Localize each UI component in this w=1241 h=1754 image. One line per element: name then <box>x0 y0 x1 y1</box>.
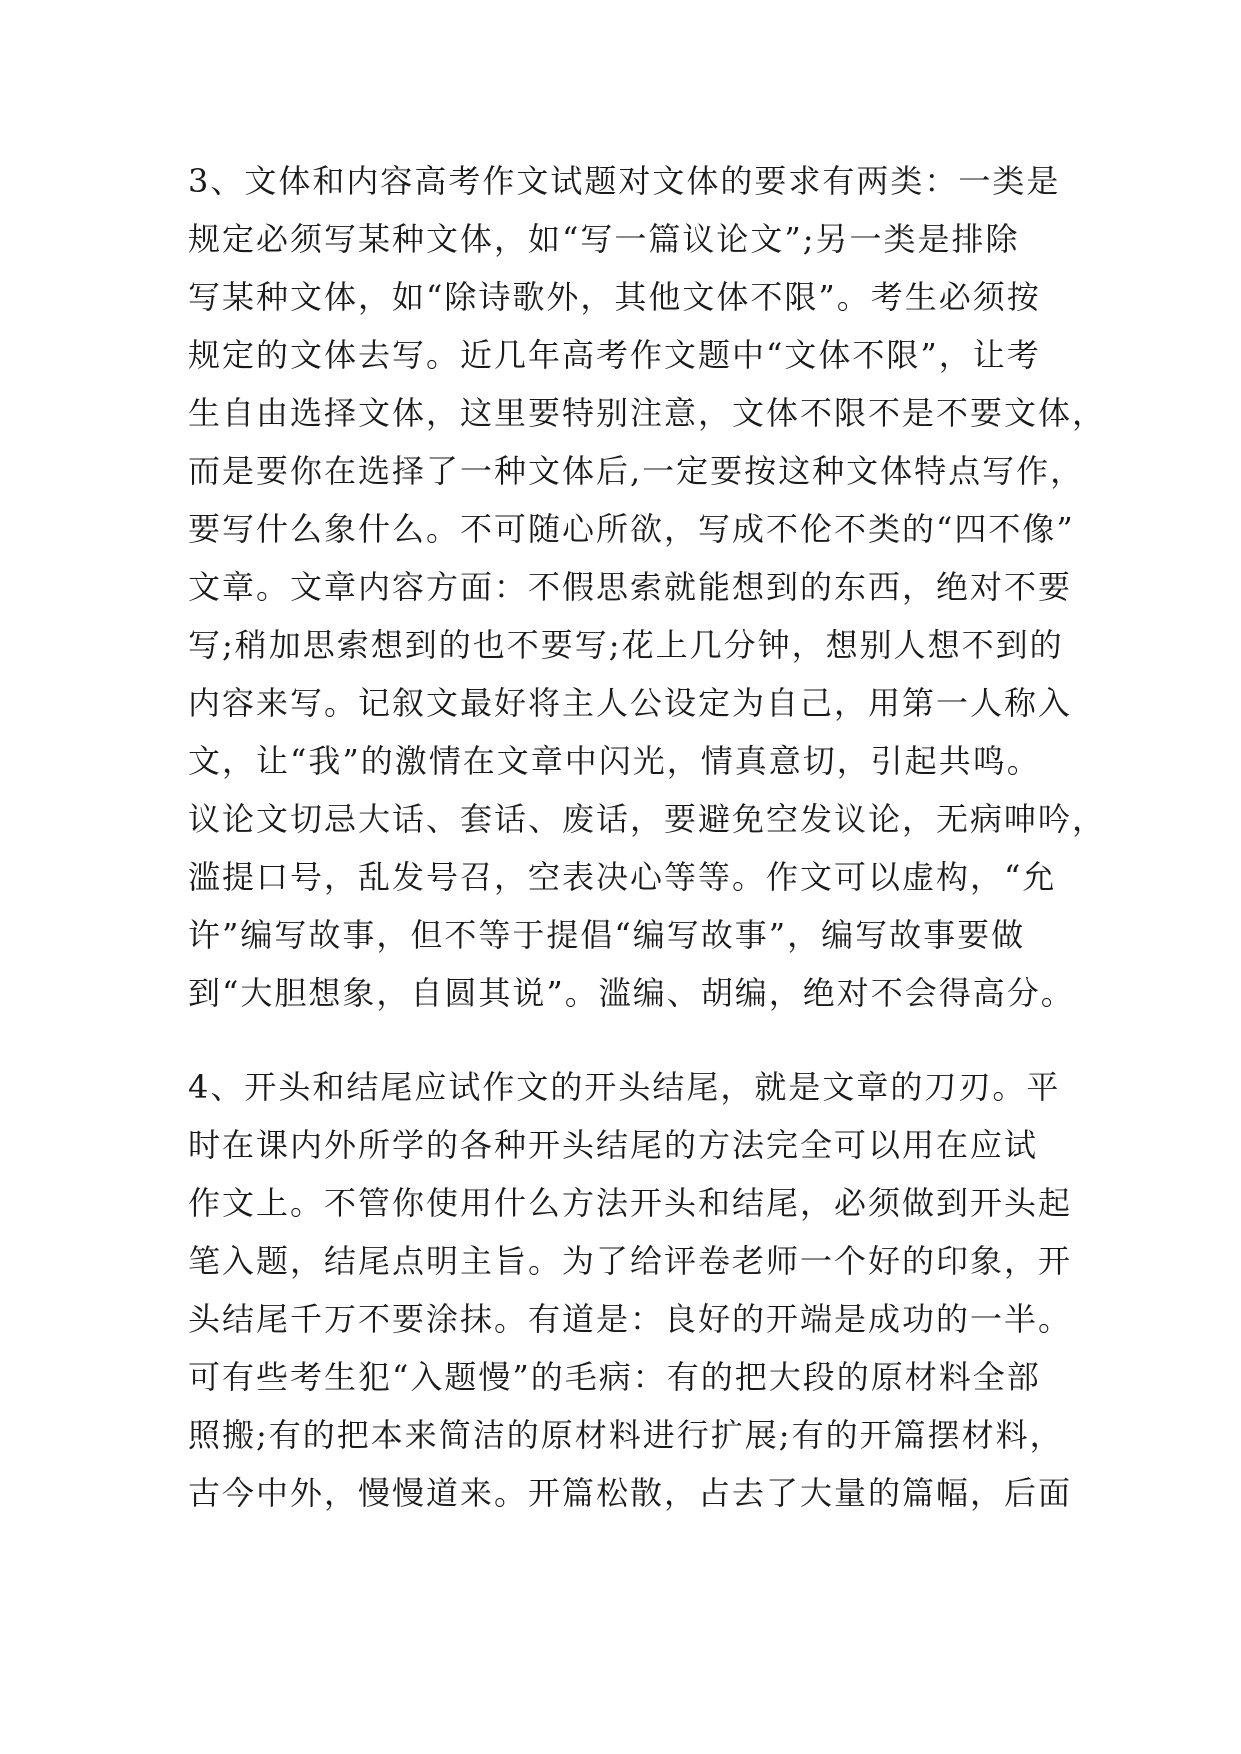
text-line: 规定的文体去写。近几年高考作文题中“文体不限”，让考 <box>188 336 1041 374</box>
text-line: 而是要你在选择了一种文体后,一定要按这种文体特点写作， <box>188 452 1085 490</box>
text-line: 滥提口号，乱发号召，空表决心等等。作文可以虚构，“允 <box>188 858 1057 896</box>
text-line: 头结尾千万不要涂抹。有道是：良好的开端是成功的一半。 <box>188 1300 1073 1338</box>
text-line: 许”编写故事，但不等于提倡“编写故事”，编写故事要做 <box>188 916 1026 954</box>
text-line: 文，让“我”的激情在文章中闪光，情真意切，引起共鸣。 <box>188 742 1041 780</box>
text-line: 可有些考生犯“入题慢”的毛病：有的把大段的原材料全部 <box>188 1358 1041 1396</box>
text-line: 照搬;有的把本来简洁的原材料进行扩展;有的开篇摆材料， <box>188 1416 1064 1454</box>
text-line: 到“大胆想象，自圆其说”。滥编、胡编，绝对不会得高分。 <box>188 974 1075 1012</box>
text-line: 议论文切忌大话、套话、废话，要避免空发议论，无病呻吟， <box>188 800 1107 838</box>
text-line: 写某种文体，如“除诗歌外，其他文体不限”。考生必须按 <box>188 278 1041 316</box>
text-line: 内容来写。记叙文最好将主人公设定为自己，用第一人称入 <box>188 684 1073 722</box>
text-line: 文章。文章内容方面：不假思索就能想到的东西，绝对不要 <box>188 568 1073 606</box>
text-line: 古今中外，慢慢道来。开篇松散，占去了大量的篇幅，后面 <box>188 1474 1073 1512</box>
text-line: 生自由选择文体，这里要特别注意，文体不限不是不要文体， <box>188 394 1107 432</box>
text-line: 4、开头和结尾应试作文的开头结尾，就是文章的刀刃。平 <box>188 1068 1061 1106</box>
text-line: 时在课内外所学的各种开头结尾的方法完全可以用在应试 <box>188 1126 1039 1164</box>
text-line: 要写什么象什么。不可随心所欲，写成不伦不类的“四不像” <box>188 510 1075 548</box>
text-line: 作文上。不管你使用什么方法开头和结尾，必须做到开头起 <box>188 1184 1073 1222</box>
text-line: 3、文体和内容高考作文试题对文体的要求有两类：一类是 <box>188 162 1061 200</box>
text-line: 笔入题，结尾点明主旨。为了给评卷老师一个好的印象，开 <box>188 1242 1073 1280</box>
paragraph-genre-and-content <box>188 152 1107 1022</box>
text-line: 规定必须写某种文体，如“写一篇议论文”;另一类是排除 <box>188 220 1020 258</box>
text-line: 写;稍加思索想到的也不要写;花上几分钟，想别人想不到的 <box>188 626 1064 664</box>
paragraph-opening-and-ending <box>188 1058 1073 1522</box>
